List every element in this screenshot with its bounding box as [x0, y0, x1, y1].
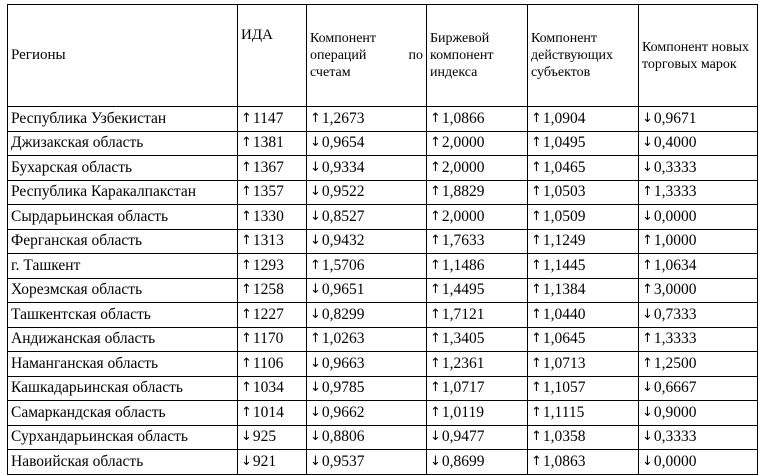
arrow-down-icon: ↓ — [642, 404, 653, 420]
cell-region: Ташкентская область — [8, 303, 238, 328]
cell-exchange — [427, 327, 528, 352]
cell-region: Джизакская область — [8, 131, 238, 156]
cell-region: г. Ташкент — [8, 254, 238, 279]
cell-value: 0,9671 — [653, 109, 697, 127]
arrow-up-icon: ↑ — [642, 331, 653, 347]
arrow-up-icon: ↑ — [241, 306, 252, 322]
arrow-up-icon: ↑ — [310, 331, 321, 347]
cell-value: 1,7121 — [441, 305, 485, 323]
arrow-up-icon: ↑ — [430, 380, 441, 396]
cell-value: 0,7333 — [653, 305, 697, 323]
cell-value: 1014 — [252, 403, 284, 421]
cell-region: Сурхандарьинская область — [8, 425, 238, 450]
table-row — [8, 401, 758, 426]
arrow-down-icon: ↓ — [310, 404, 321, 420]
header-trademarks: Компонент новых торговых марок — [639, 5, 758, 107]
cell-subjects — [528, 180, 639, 205]
arrow-up-icon: ↑ — [531, 429, 542, 445]
table-row — [8, 180, 758, 205]
arrow-up-icon: ↑ — [531, 233, 542, 249]
cell-subjects — [528, 401, 639, 426]
arrow-down-icon: ↓ — [310, 306, 321, 322]
cell-value: 1227 — [252, 305, 284, 323]
cell-operations — [307, 425, 427, 450]
cell-exchange — [427, 254, 528, 279]
arrow-down-icon: ↓ — [310, 355, 321, 371]
cell-value: 1,1057 — [542, 379, 586, 397]
cell-region: Хорезмская область — [8, 278, 238, 303]
arrow-down-icon: ↓ — [430, 453, 441, 469]
cell-value: 0,9334 — [321, 158, 365, 176]
cell-trademarks — [639, 278, 758, 303]
cell-trademarks — [639, 156, 758, 181]
cell-value: 1,2361 — [441, 354, 485, 372]
arrow-up-icon: ↑ — [642, 282, 653, 298]
cell-value: 1,0440 — [542, 305, 586, 323]
cell-operations — [307, 303, 427, 328]
arrow-down-icon: ↓ — [642, 159, 653, 175]
table-row — [8, 205, 758, 230]
cell-value: 1,0634 — [653, 256, 697, 274]
cell-exchange — [427, 156, 528, 181]
cell-subjects — [528, 107, 639, 132]
arrow-down-icon: ↓ — [430, 429, 441, 445]
cell-trademarks — [639, 229, 758, 254]
cell-subjects — [528, 303, 639, 328]
cell-ida — [238, 327, 307, 352]
header-operations: Компонент операций по счетам — [307, 5, 427, 107]
arrow-up-icon: ↑ — [531, 453, 542, 469]
arrow-up-icon: ↑ — [430, 306, 441, 322]
arrow-up-icon: ↑ — [430, 208, 441, 224]
cell-ida — [238, 352, 307, 377]
arrow-up-icon: ↑ — [430, 355, 441, 371]
cell-value: 1,0713 — [542, 354, 586, 372]
cell-value: 0,9432 — [321, 232, 365, 250]
cell-value: 2,0000 — [441, 158, 485, 176]
arrow-up-icon: ↑ — [241, 110, 252, 126]
cell-operations — [307, 107, 427, 132]
cell-exchange — [427, 352, 528, 377]
cell-exchange — [427, 131, 528, 156]
cell-value: 1258 — [252, 281, 284, 299]
arrow-down-icon: ↓ — [642, 306, 653, 322]
table-row — [8, 254, 758, 279]
cell-ida — [238, 205, 307, 230]
cell-region: Наманганская область — [8, 352, 238, 377]
cell-region: Кашкадарьинская область — [8, 376, 238, 401]
arrow-up-icon: ↑ — [531, 331, 542, 347]
cell-value: 0,6667 — [653, 379, 697, 397]
cell-trademarks — [639, 352, 758, 377]
cell-value: 0,3333 — [653, 428, 697, 446]
cell-trademarks — [639, 401, 758, 426]
arrow-up-icon: ↑ — [642, 355, 653, 371]
table-row — [8, 352, 758, 377]
cell-region: Сырдарьинская область — [8, 205, 238, 230]
arrow-up-icon: ↑ — [531, 159, 542, 175]
cell-ida — [238, 254, 307, 279]
header-ida: ИДА — [238, 5, 307, 107]
cell-trademarks — [639, 327, 758, 352]
cell-value: 1357 — [252, 183, 284, 201]
cell-ida — [238, 180, 307, 205]
cell-ida — [238, 107, 307, 132]
cell-value: 1,0866 — [441, 109, 485, 127]
cell-value: 1381 — [252, 134, 284, 152]
cell-value: 1,4495 — [441, 281, 485, 299]
arrow-up-icon: ↑ — [241, 380, 252, 396]
arrow-down-icon: ↓ — [642, 135, 653, 151]
cell-value: 1,0465 — [542, 158, 586, 176]
cell-value: 1147 — [252, 109, 284, 127]
cell-exchange — [427, 229, 528, 254]
cell-subjects — [528, 205, 639, 230]
cell-value: 1106 — [252, 354, 284, 372]
cell-value: 1,1384 — [542, 281, 586, 299]
cell-region: Бухарская область — [8, 156, 238, 181]
cell-trademarks — [639, 107, 758, 132]
cell-region: Навоийская область — [8, 450, 238, 475]
cell-trademarks — [639, 303, 758, 328]
arrow-down-icon: ↓ — [310, 380, 321, 396]
arrow-down-icon: ↓ — [642, 208, 653, 224]
cell-ida — [238, 376, 307, 401]
arrow-down-icon: ↓ — [310, 208, 321, 224]
arrow-down-icon: ↓ — [642, 453, 653, 469]
arrow-down-icon: ↓ — [310, 453, 321, 469]
cell-value: 0,9654 — [321, 134, 365, 152]
cell-operations — [307, 180, 427, 205]
arrow-up-icon: ↑ — [531, 380, 542, 396]
cell-ida — [238, 229, 307, 254]
cell-value: 0,0000 — [653, 452, 697, 470]
cell-value: 1,0645 — [542, 330, 586, 348]
cell-exchange — [427, 376, 528, 401]
arrow-down-icon: ↓ — [642, 380, 653, 396]
cell-exchange — [427, 425, 528, 450]
arrow-up-icon: ↑ — [430, 404, 441, 420]
cell-region: Республика Узбекистан — [8, 107, 238, 132]
arrow-up-icon: ↑ — [430, 282, 441, 298]
arrow-up-icon: ↑ — [241, 282, 252, 298]
table-row — [8, 303, 758, 328]
cell-value: 1,1445 — [542, 256, 586, 274]
cell-value: 1034 — [252, 379, 284, 397]
cell-value: 0,8699 — [441, 452, 485, 470]
cell-exchange — [427, 401, 528, 426]
arrow-down-icon: ↓ — [642, 110, 653, 126]
cell-subjects — [528, 327, 639, 352]
cell-value: 1,5706 — [321, 256, 365, 274]
cell-exchange — [427, 278, 528, 303]
cell-value: 0,9662 — [321, 403, 365, 421]
arrow-up-icon: ↑ — [241, 184, 252, 200]
cell-value: 921 — [252, 452, 277, 470]
cell-operations — [307, 205, 427, 230]
table-body — [8, 107, 758, 475]
cell-value: 1,0119 — [441, 403, 484, 421]
table-header — [8, 5, 758, 107]
arrow-up-icon: ↑ — [642, 257, 653, 273]
cell-value: 0,4000 — [653, 134, 697, 152]
cell-operations — [307, 352, 427, 377]
arrow-up-icon: ↑ — [430, 159, 441, 175]
cell-trademarks — [639, 376, 758, 401]
header-row — [8, 5, 758, 107]
arrow-up-icon: ↑ — [430, 257, 441, 273]
arrow-up-icon: ↑ — [531, 257, 542, 273]
cell-operations — [307, 131, 427, 156]
cell-value: 0,8299 — [321, 305, 365, 323]
cell-region: Самаркандская область — [8, 401, 238, 426]
cell-value: 2,0000 — [441, 134, 485, 152]
cell-value: 0,8806 — [321, 428, 365, 446]
arrow-up-icon: ↑ — [310, 110, 321, 126]
cell-value: 0,9537 — [321, 452, 365, 470]
cell-operations — [307, 229, 427, 254]
cell-exchange — [427, 107, 528, 132]
cell-value: 1,1115 — [542, 403, 585, 421]
cell-ida — [238, 278, 307, 303]
arrow-up-icon: ↑ — [531, 135, 542, 151]
cell-exchange — [427, 205, 528, 230]
cell-value: 2,0000 — [441, 207, 485, 225]
arrow-up-icon: ↑ — [241, 135, 252, 151]
arrow-up-icon: ↑ — [642, 184, 653, 200]
arrow-up-icon: ↑ — [241, 331, 252, 347]
table-row — [8, 156, 758, 181]
cell-operations — [307, 401, 427, 426]
cell-ida — [238, 131, 307, 156]
table-row — [8, 278, 758, 303]
arrow-up-icon: ↑ — [241, 208, 252, 224]
cell-value: 1,8829 — [441, 183, 485, 201]
arrow-down-icon: ↓ — [310, 135, 321, 151]
cell-value: 0,9663 — [321, 354, 365, 372]
cell-value: 0,0000 — [653, 207, 697, 225]
table-row — [8, 327, 758, 352]
cell-value: 1,0000 — [653, 232, 697, 250]
cell-region: Ферганская область — [8, 229, 238, 254]
cell-value: 1,3333 — [653, 330, 697, 348]
cell-ida — [238, 425, 307, 450]
cell-trademarks — [639, 131, 758, 156]
cell-value: 1170 — [252, 330, 284, 348]
cell-ida — [238, 303, 307, 328]
cell-value: 1,1486 — [441, 256, 485, 274]
arrow-down-icon: ↓ — [310, 159, 321, 175]
arrow-up-icon: ↑ — [241, 257, 252, 273]
cell-subjects — [528, 278, 639, 303]
cell-value: 1,0263 — [321, 330, 365, 348]
cell-value: 1,1249 — [542, 232, 586, 250]
cell-operations — [307, 376, 427, 401]
cell-operations — [307, 156, 427, 181]
cell-region: Андижанская область — [8, 327, 238, 352]
arrow-down-icon: ↓ — [642, 429, 653, 445]
cell-value: 1,3405 — [441, 330, 485, 348]
arrow-up-icon: ↑ — [241, 355, 252, 371]
cell-value: 1293 — [252, 256, 284, 274]
cell-value: 1,0904 — [542, 109, 586, 127]
cell-operations — [307, 278, 427, 303]
cell-operations — [307, 254, 427, 279]
cell-subjects — [528, 229, 639, 254]
arrow-up-icon: ↑ — [531, 110, 542, 126]
table-row — [8, 131, 758, 156]
arrow-up-icon: ↑ — [531, 282, 542, 298]
cell-subjects — [528, 425, 639, 450]
arrow-up-icon: ↑ — [430, 110, 441, 126]
arrow-down-icon: ↓ — [310, 429, 321, 445]
cell-subjects — [528, 131, 639, 156]
arrow-up-icon: ↑ — [642, 233, 653, 249]
table-row — [8, 229, 758, 254]
cell-value: 0,9000 — [653, 403, 697, 421]
cell-value: 925 — [252, 428, 277, 446]
arrow-up-icon: ↑ — [531, 184, 542, 200]
cell-value: 0,8527 — [321, 207, 365, 225]
cell-subjects — [528, 156, 639, 181]
arrow-up-icon: ↑ — [531, 306, 542, 322]
cell-value: 1313 — [252, 232, 284, 250]
cell-value: 1,0358 — [542, 428, 586, 446]
arrow-down-icon: ↓ — [310, 184, 321, 200]
region-index-table — [7, 4, 758, 475]
cell-trademarks — [639, 425, 758, 450]
cell-ida — [238, 401, 307, 426]
cell-subjects — [528, 254, 639, 279]
arrow-up-icon: ↑ — [531, 404, 542, 420]
cell-value: 1,0495 — [542, 134, 586, 152]
arrow-up-icon: ↑ — [430, 331, 441, 347]
cell-value: 1330 — [252, 207, 284, 225]
cell-exchange — [427, 180, 528, 205]
cell-value: 1,2673 — [321, 109, 365, 127]
header-exchange: Биржевой компонент индекса — [427, 5, 528, 107]
cell-exchange — [427, 303, 528, 328]
cell-value: 1,2500 — [653, 354, 697, 372]
arrow-up-icon: ↑ — [531, 355, 542, 371]
table-row — [8, 425, 758, 450]
cell-operations — [307, 327, 427, 352]
cell-value: 1,3333 — [653, 183, 697, 201]
header-subjects: Компонент действующих субъектов — [528, 5, 639, 107]
arrow-up-icon: ↑ — [531, 208, 542, 224]
cell-value: 1,0717 — [441, 379, 485, 397]
cell-value: 0,9522 — [321, 183, 365, 201]
table-row — [8, 376, 758, 401]
cell-value: 0,3333 — [653, 158, 697, 176]
arrow-up-icon: ↑ — [241, 404, 252, 420]
arrow-up-icon: ↑ — [430, 233, 441, 249]
arrow-down-icon: ↓ — [241, 453, 252, 469]
arrow-down-icon: ↓ — [241, 429, 252, 445]
cell-value: 0,9651 — [321, 281, 365, 299]
arrow-up-icon: ↑ — [241, 159, 252, 175]
cell-subjects — [528, 376, 639, 401]
table-row — [8, 107, 758, 132]
cell-value: 0,9785 — [321, 379, 365, 397]
cell-value: 3,0000 — [653, 281, 697, 299]
cell-value: 1,0503 — [542, 183, 586, 201]
cell-trademarks — [639, 254, 758, 279]
cell-value: 1367 — [252, 158, 284, 176]
arrow-up-icon: ↑ — [241, 233, 252, 249]
cell-subjects — [528, 352, 639, 377]
cell-value: 1,0863 — [542, 452, 586, 470]
arrow-down-icon: ↓ — [310, 233, 321, 249]
cell-trademarks — [639, 205, 758, 230]
cell-region: Республика Каракалпакстан — [8, 180, 238, 205]
cell-value: 0,9477 — [441, 428, 485, 446]
header-region: Регионы — [8, 5, 238, 107]
cell-value: 1,0509 — [542, 207, 586, 225]
arrow-down-icon: ↓ — [310, 282, 321, 298]
cell-trademarks — [639, 180, 758, 205]
cell-ida — [238, 156, 307, 181]
cell-value: 1,7633 — [441, 232, 485, 250]
arrow-up-icon: ↑ — [430, 184, 441, 200]
arrow-up-icon: ↑ — [310, 257, 321, 273]
arrow-up-icon: ↑ — [430, 135, 441, 151]
